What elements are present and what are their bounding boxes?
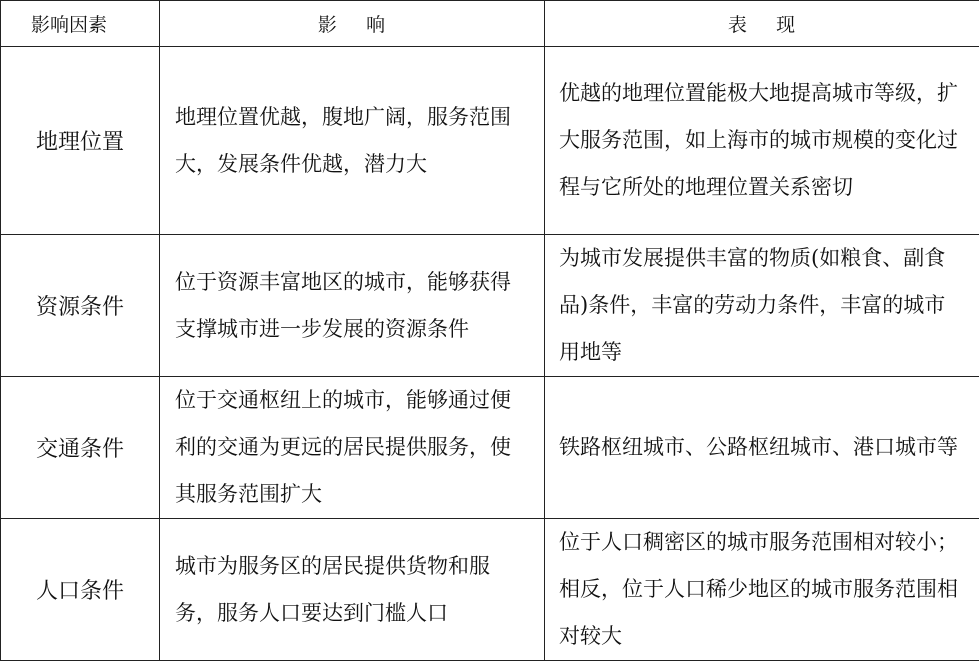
manifestation-cell: 位于人口稠密区的城市服务范围相对较小；相反，位于人口稀少地区的城市服务范围相对较大	[545, 519, 979, 661]
manifestation-cell: 优越的地理位置能极大地提高城市等级，扩大服务范围，如上海市的城市规模的变化过程与它所处的地理位置关系密切	[545, 47, 979, 235]
manifestation-cell: 铁路枢纽城市、公路枢纽城市、港口城市等	[545, 377, 979, 519]
table-row	[1, 47, 979, 235]
header-factor: 影响因素	[1, 1, 160, 47]
header-row	[1, 1, 979, 47]
factor-cell: 人口条件	[1, 519, 160, 661]
factor-cell: 地理位置	[1, 47, 160, 235]
impact-cell: 地理位置优越，腹地广阔，服务范围大，发展条件优越，潜力大	[160, 47, 545, 235]
manifestation-cell: 为城市发展提供丰富的物质(如粮食、副食品)条件，丰富的劳动力条件，丰富的城市用地等	[545, 235, 979, 377]
table-row	[1, 235, 979, 377]
table-row	[1, 377, 979, 519]
header-manifestation: 表 现	[545, 1, 979, 47]
impact-cell: 城市为服务区的居民提供货物和服务，服务人口要达到门槛人口	[160, 519, 545, 661]
impact-cell: 位于交通枢纽上的城市，能够通过便利的交通为更远的居民提供服务，使其服务范围扩大	[160, 377, 545, 519]
impact-cell: 位于资源丰富地区的城市，能够获得支撑城市进一步发展的资源条件	[160, 235, 545, 377]
table-row	[1, 519, 979, 661]
factor-cell: 资源条件	[1, 235, 160, 377]
header-impact: 影 响	[160, 1, 545, 47]
factor-cell: 交通条件	[1, 377, 160, 519]
